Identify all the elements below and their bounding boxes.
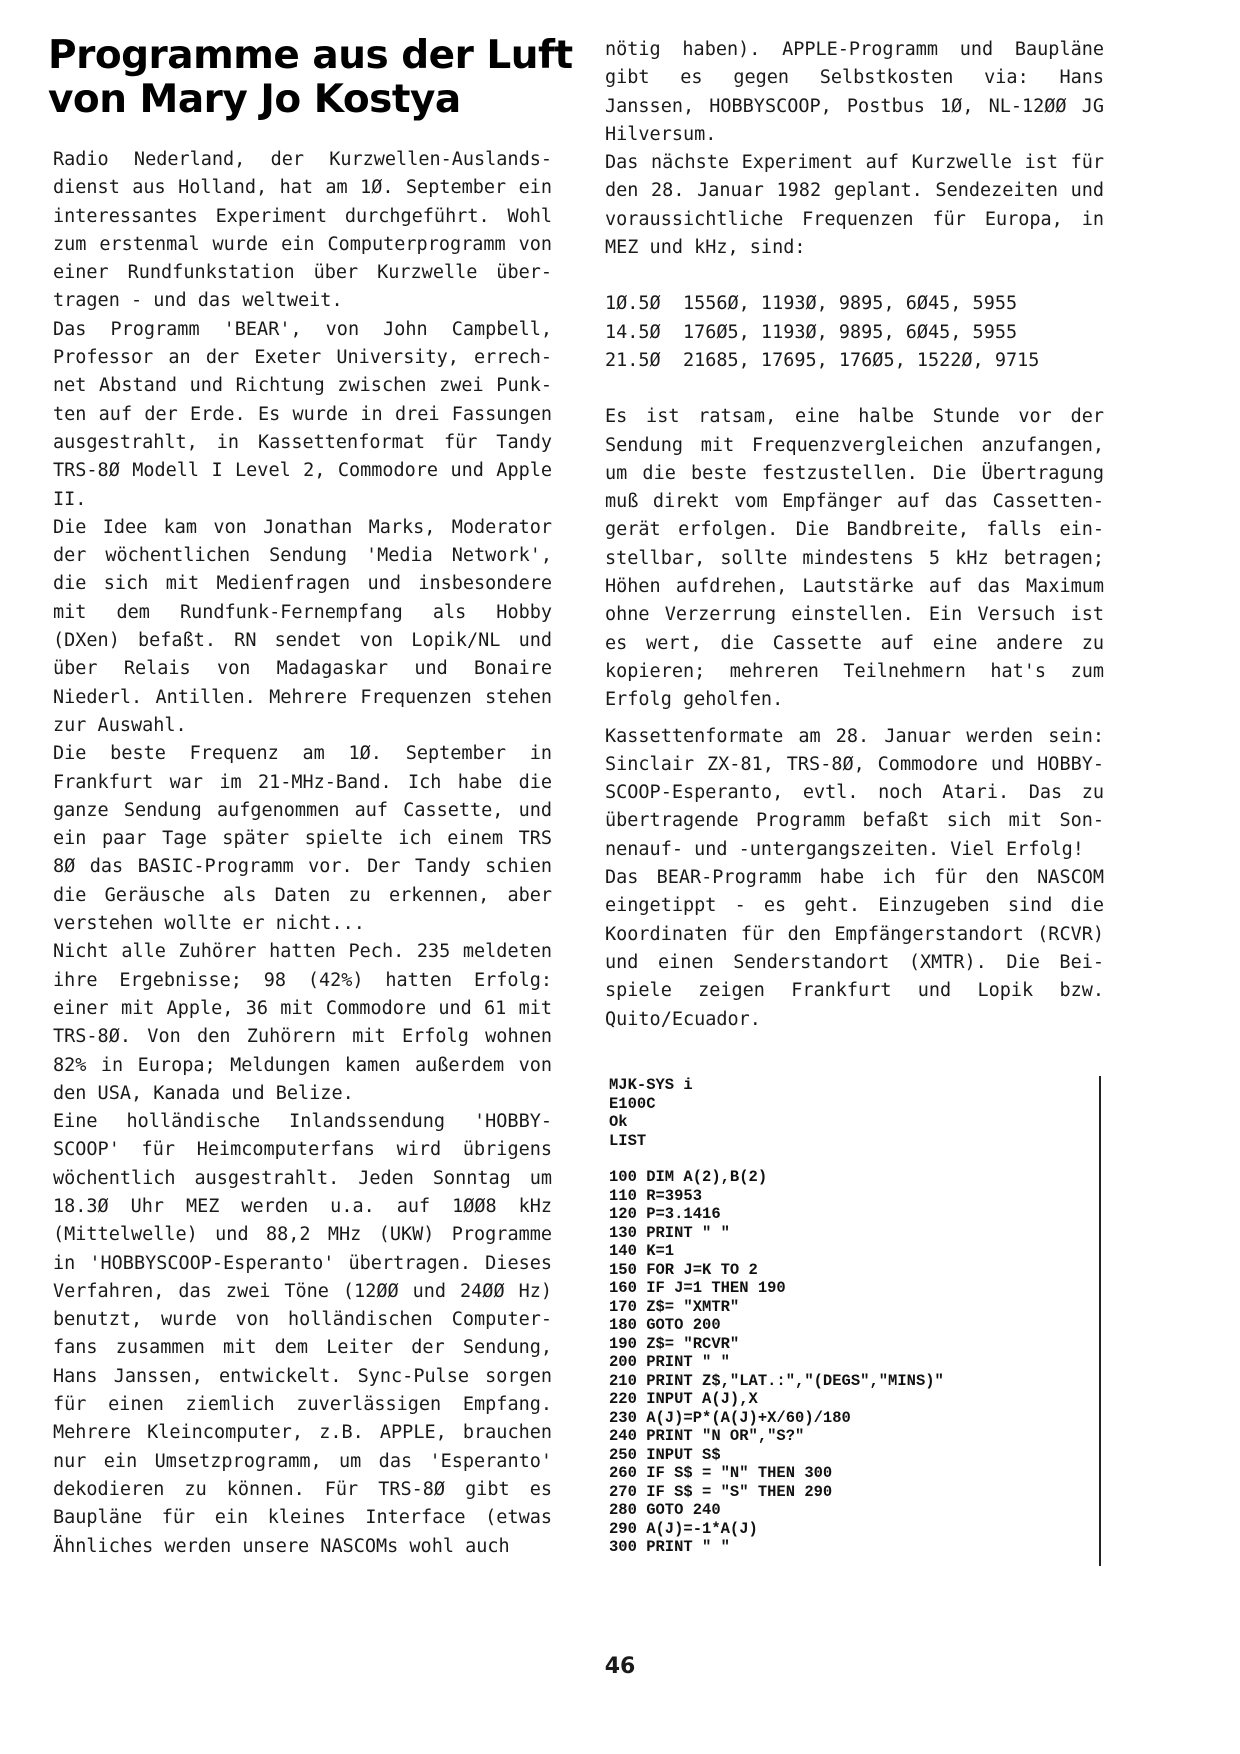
code-line: 260 IF S$ = "N" THEN 300 [609,1464,833,1482]
frequency-row: 1Ø.5Ø 1556Ø, 1193Ø, 9895, 6Ø45, 5955 [605,293,1018,315]
listing-header-line: E100C [609,1094,656,1113]
paragraph: Das Programm 'BEAR', von John Campbell, Professor an der Exeter University, errechnet Abstand und Richtung zwischen zwei Punkten auf der Erde. Es wurde in drei Fassungen ausgestrahlt, in Kassettenformat für Tandy TRS-8Ø Modell I Level 2, Commodore und Apple II. [53,318,552,510]
code-line: 190 Z$= "RCVR" [609,1334,740,1353]
code-line: 270 IF S$ = "S" THEN 290 [609,1482,833,1501]
code-line: 160 IF J=1 THEN 190 [609,1279,786,1297]
frequency-row: 14.5Ø 176Ø5, 1193Ø, 9895, 6Ø45, 5955 [605,321,1018,343]
paragraph: Eine holländische Inlandssendung 'HOBBY-SCOOP' für Heimcomputerfans wird übrigens wöchentlich ausgestrahlt. Jeden Sonntag um 18.3Ø Uhr MEZ werden u.a. auf 1ØØ8 kHz (Mittelwelle) und 88,2 MHz (UKW) Programme in 'HOBBYSCOOP-Esperanto' übertragen. Dieses Verfahren, das zwei Töne (12ØØ und 24ØØ Hz) benutzt, wurde von holländischen Computerfans zusammen mit dem Leiter der Sendung, Hans Janssen, entwickelt. Sync-Pulse sorgen für einen ziemlich zuverlässigen Empfang. Mehrere Kleincomputer, z.B. APPLE, brauchen nur ein Umsetzprogramm, um das 'Esperanto' dekodieren zu können. Für TRS-8Ø gibt es Baupläne für ein kleines Interface (etwas Ähnliches werden unsere NASCOMs wohl auch [53,1111,552,1557]
paragraph: Es ist ratsam, eine halbe Stunde vor der Sendung mit Frequenzvergleichen anzufangen, um die beste festzustellen. Die Übertragung muß direkt vom Empfänger auf das Cassettengerät erfolgen. Die Bandbreite, falls einstellbar, sollte mindestens 5 kHz betragen; Höhen aufdrehen, Lautstärke auf das Maximum ohne Verzerrung einstellen. Ein Versuch ist es wert, die Cassette auf eine andere zu kopieren; mehreren Teilnehmern hat's zum Erfolg geholfen. [605,406,1104,711]
paragraph: Nicht alle Zuhörer hatten Pech. 235 meldeten ihre Ergebnisse; 98 (42%) hatten Erfolg: einer mit Apple, 36 mit Commodore und 61 mit TRS-8Ø. Von den Zuhörern mit Erfolg wohnen 82% in Europa; Meldungen kamen außerdem von den USA, Kanada und Belize. [53,941,552,1104]
paragraph: nötig haben). APPLE-Programm und Baupläne gibt es gegen Selbstkosten via: Hans Janssen, HOBBYSCOOP, Postbus 1Ø, NL-12ØØ JG Hilversum. [605,39,1104,145]
left-column [53,146,552,1561]
code-line: 150 FOR J=K TO 2 [609,1260,758,1279]
article-title [48,34,578,122]
paragraph: Kassettenformate am 28. Januar werden sein: Sinclair ZX-81, TRS-8Ø, Commodore und HOBBY-SCOOP-Esperanto, evtl. noch Atari. Das zu übertragende Programm befaßt sich mit Sonnenauf- und -untergangszeiten. Viel Erfolg! [605,725,1104,860]
code-line: 250 INPUT S$ [609,1445,721,1464]
paragraph: Die beste Frequenz am 1Ø. September in Frankfurt war im 21-MHz-Band. Ich habe die ganze Sendung aufgenommen auf Cassette, und ein paar Tage später spielte ich einem TRS 8Ø das BASIC-Programm vor. Der Tandy schien die Geräusche als Daten zu erkennen, aber verstehen wollte er nicht... [53,743,552,935]
title-line-1: Programme aus der Luft [48,33,573,78]
code-line: 280 GOTO 240 [609,1501,721,1519]
code-line: 140 K=1 [609,1242,675,1260]
code-line: 180 GOTO 200 [609,1316,721,1334]
page-number: 46 [604,1654,636,1679]
code-line: 240 PRINT "N OR","S?" [609,1427,805,1445]
paragraph: Das nächste Experiment auf Kurzwelle ist für den 28. Januar 1982 geplant. Sendezeiten und voraussichtliche Frequenzen für Europa, in MEZ und kHz, sind: [605,152,1104,259]
paragraph: Das BEAR-Programm habe ich für den NASCOM eingetippt - es geht. Einzugeben sind die Koordinaten für den Empfängerstandort (RCVR) und einen Senderstandort (XMTR). Die Beispiele zeigen Frankfurt und Lopik bzw. Quito/Ecuador. [605,867,1104,1030]
code-line: 290 A(J)=-1*A(J) [609,1519,758,1538]
code-line: 130 PRINT " " [609,1223,730,1242]
listing-header-line: LIST [609,1131,647,1150]
program-listing [609,1076,1101,1566]
code-line: 230 A(J)=P*(A(J)+X/60)/180 [609,1408,851,1427]
paragraph: Radio Nederland, der Kurzwellen-Auslandsdienst aus Holland, hat am 1Ø. September ein interessantes Experiment durchgeführt. Wohl zum erstenmal wurde ein Computerprogramm von einer Rundfunkstation über Kurzwelle übertragen - und das weltweit. [53,149,552,312]
listing-header-line: Ok [609,1113,628,1131]
code-line: 200 PRINT " " [609,1353,730,1371]
code-line: 300 PRINT " " [609,1538,730,1556]
right-column [605,36,1104,1034]
paragraph: Die Idee kam von Jonathan Marks, Moderator der wöchentlichen Sendung 'Media Network', die sich mit Medienfragen und insbesondere mit dem Rundfunk-Fernempfang als Hobby (DXen) befaßt. RN sendet von Lopik/NL und über Relais von Madagaskar und Bonaire Niederl. Antillen. Mehrere Frequenzen stehen zur Auswahl. [53,516,552,736]
code-line: 110 R=3953 [609,1186,703,1205]
code-line: 100 DIM A(2),B(2) [609,1168,768,1186]
listing-header-line: MJK-SYS i [609,1076,693,1094]
title-line-2: von Mary Jo Kostya [48,77,461,122]
code-line: 220 INPUT A(J),X [609,1390,758,1408]
code-line: 210 PRINT Z$,"LAT.:","(DEGS","MINS)" [609,1371,944,1390]
code-line: 120 P=3.1416 [609,1205,721,1223]
frequency-row: 21.5Ø 21685, 17695, 176Ø5, 1522Ø, 9715 [605,349,1040,371]
code-line: 170 Z$= "XMTR" [609,1297,740,1316]
